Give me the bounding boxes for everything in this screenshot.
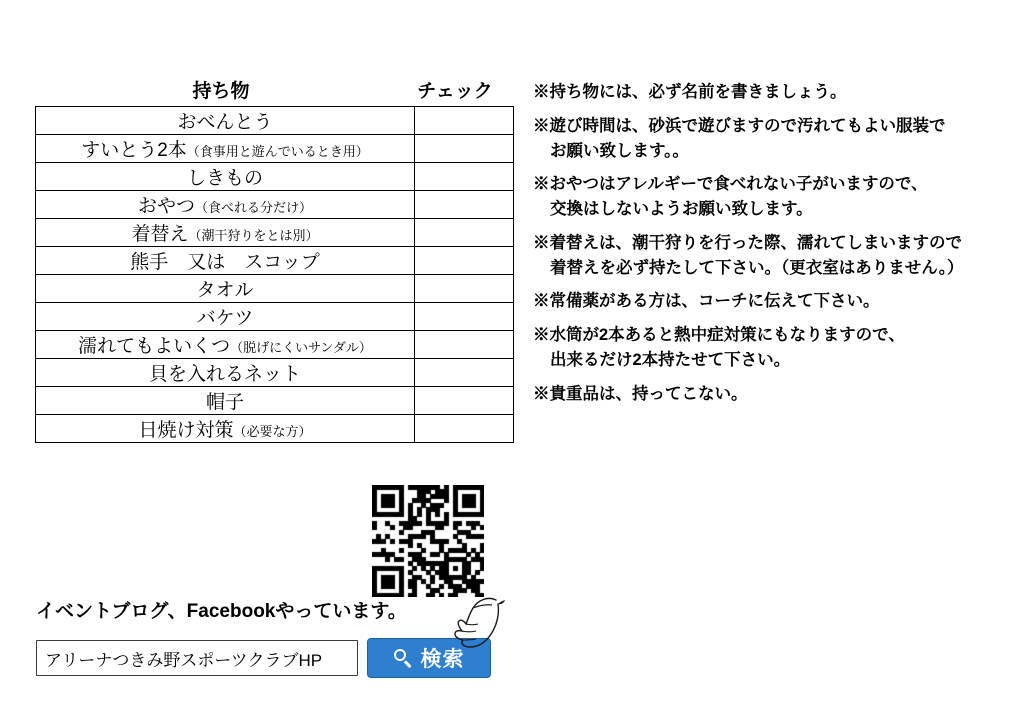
note-line: ※水筒が2本あると熱中症対策にもなりますので、	[533, 326, 905, 344]
search-input[interactable]	[36, 640, 358, 676]
note-line-continued: 着替えを必ず持たして下さい。（更衣室はありません。）	[550, 258, 964, 277]
item-note: （食べれる分だけ）	[195, 200, 313, 215]
check-cell[interactable]	[415, 107, 514, 135]
item-name: 日焼け対策	[138, 420, 234, 441]
item-note: （潮干狩りをとは別）	[188, 228, 319, 243]
item-name-cell	[36, 303, 415, 331]
qr-code-canvas	[372, 485, 484, 597]
item-name-cell	[36, 359, 415, 387]
item-note: （脱げにくいサンダル）	[230, 340, 372, 355]
item-name: 貝を入れるネット	[148, 364, 301, 385]
check-cell[interactable]	[415, 191, 514, 219]
note-line-continued: お願い致します。。	[550, 141, 689, 160]
item-name-cell	[36, 331, 415, 359]
note-line-continued: 出来るだけ2本持たせて下さい。	[550, 350, 791, 369]
item-name: タオル	[196, 280, 254, 301]
note-line-continued: 交換はしないようお願い致します。	[550, 200, 813, 218]
search-icon	[394, 649, 413, 668]
note-line: ※おやつはアレルギーで食べれない子がいますので、	[533, 175, 928, 194]
item-note: （必要な方）	[233, 424, 312, 439]
table-row	[36, 331, 514, 359]
note-item	[533, 382, 1003, 407]
item-name-cell	[36, 415, 415, 443]
check-cell[interactable]	[415, 415, 514, 443]
check-cell[interactable]	[415, 135, 514, 163]
note-item	[533, 114, 1003, 164]
note-line: ※持ち物には、必ず名前を書きましょう。	[533, 83, 847, 101]
note-line: ※貴重品は、持ってこない。	[533, 384, 748, 403]
pointing-hand-icon	[440, 594, 510, 654]
notes-section	[533, 80, 1003, 415]
item-name: おべんとう	[177, 112, 273, 133]
item-name: 着替え	[131, 224, 189, 245]
item-name-cell	[36, 135, 415, 163]
check-cell[interactable]	[415, 219, 514, 247]
table-header	[35, 80, 505, 104]
table-row	[36, 359, 514, 387]
item-name: おやつ	[137, 196, 195, 217]
table-row	[36, 275, 514, 303]
item-name: バケツ	[196, 308, 254, 329]
item-name-cell	[36, 387, 415, 415]
note-line: ※着替えは、潮干狩りを行った際、濡れてしまいますので	[533, 233, 962, 252]
check-cell[interactable]	[415, 331, 514, 359]
check-cell[interactable]	[415, 247, 514, 275]
note-line: ※常備薬がある方は、コーチに伝えて下さい。	[533, 292, 880, 311]
table-row	[36, 219, 514, 247]
item-name: 帽子	[205, 392, 244, 413]
item-name-cell	[36, 219, 415, 247]
check-cell[interactable]	[415, 275, 514, 303]
items-table	[35, 106, 514, 443]
table-row	[36, 415, 514, 443]
item-name: 濡れてもよいくつ	[78, 336, 231, 357]
table-row	[36, 107, 514, 135]
note-item	[533, 289, 1003, 314]
item-name: 熊手 又は スコップ	[130, 252, 320, 273]
item-note: （食事用と遊んでいるとき用）	[186, 144, 369, 159]
item-name: しきもの	[186, 168, 263, 189]
item-name-cell	[36, 107, 415, 135]
check-cell[interactable]	[415, 359, 514, 387]
table-row	[36, 135, 514, 163]
note-item	[533, 323, 1003, 373]
note-item	[533, 172, 1003, 222]
item-name-cell	[36, 163, 415, 191]
qr-code	[372, 485, 484, 597]
note-item	[533, 231, 1003, 281]
table-row	[36, 191, 514, 219]
search-button-label: 検索	[420, 648, 465, 671]
item-name-cell	[36, 247, 415, 275]
blog-line-text: イベントブログ、Facebookやっています。	[36, 601, 407, 622]
item-name: すいとう2本	[81, 140, 187, 161]
check-cell[interactable]	[415, 163, 514, 191]
note-line: ※遊び時間は、砂浜で遊びますので汚れてもよい服装で	[533, 116, 946, 135]
check-cell[interactable]	[415, 387, 514, 415]
table-row	[36, 163, 514, 191]
item-name-cell	[36, 191, 415, 219]
item-name-cell	[36, 275, 415, 303]
items-checklist-section	[35, 80, 505, 443]
header-item-label: 持ち物	[192, 81, 250, 102]
table-row	[36, 387, 514, 415]
note-item	[533, 80, 1003, 105]
table-row	[36, 303, 514, 331]
check-cell[interactable]	[415, 303, 514, 331]
search-row	[36, 638, 491, 678]
table-row	[36, 247, 514, 275]
header-check-label: チェック	[417, 81, 493, 102]
